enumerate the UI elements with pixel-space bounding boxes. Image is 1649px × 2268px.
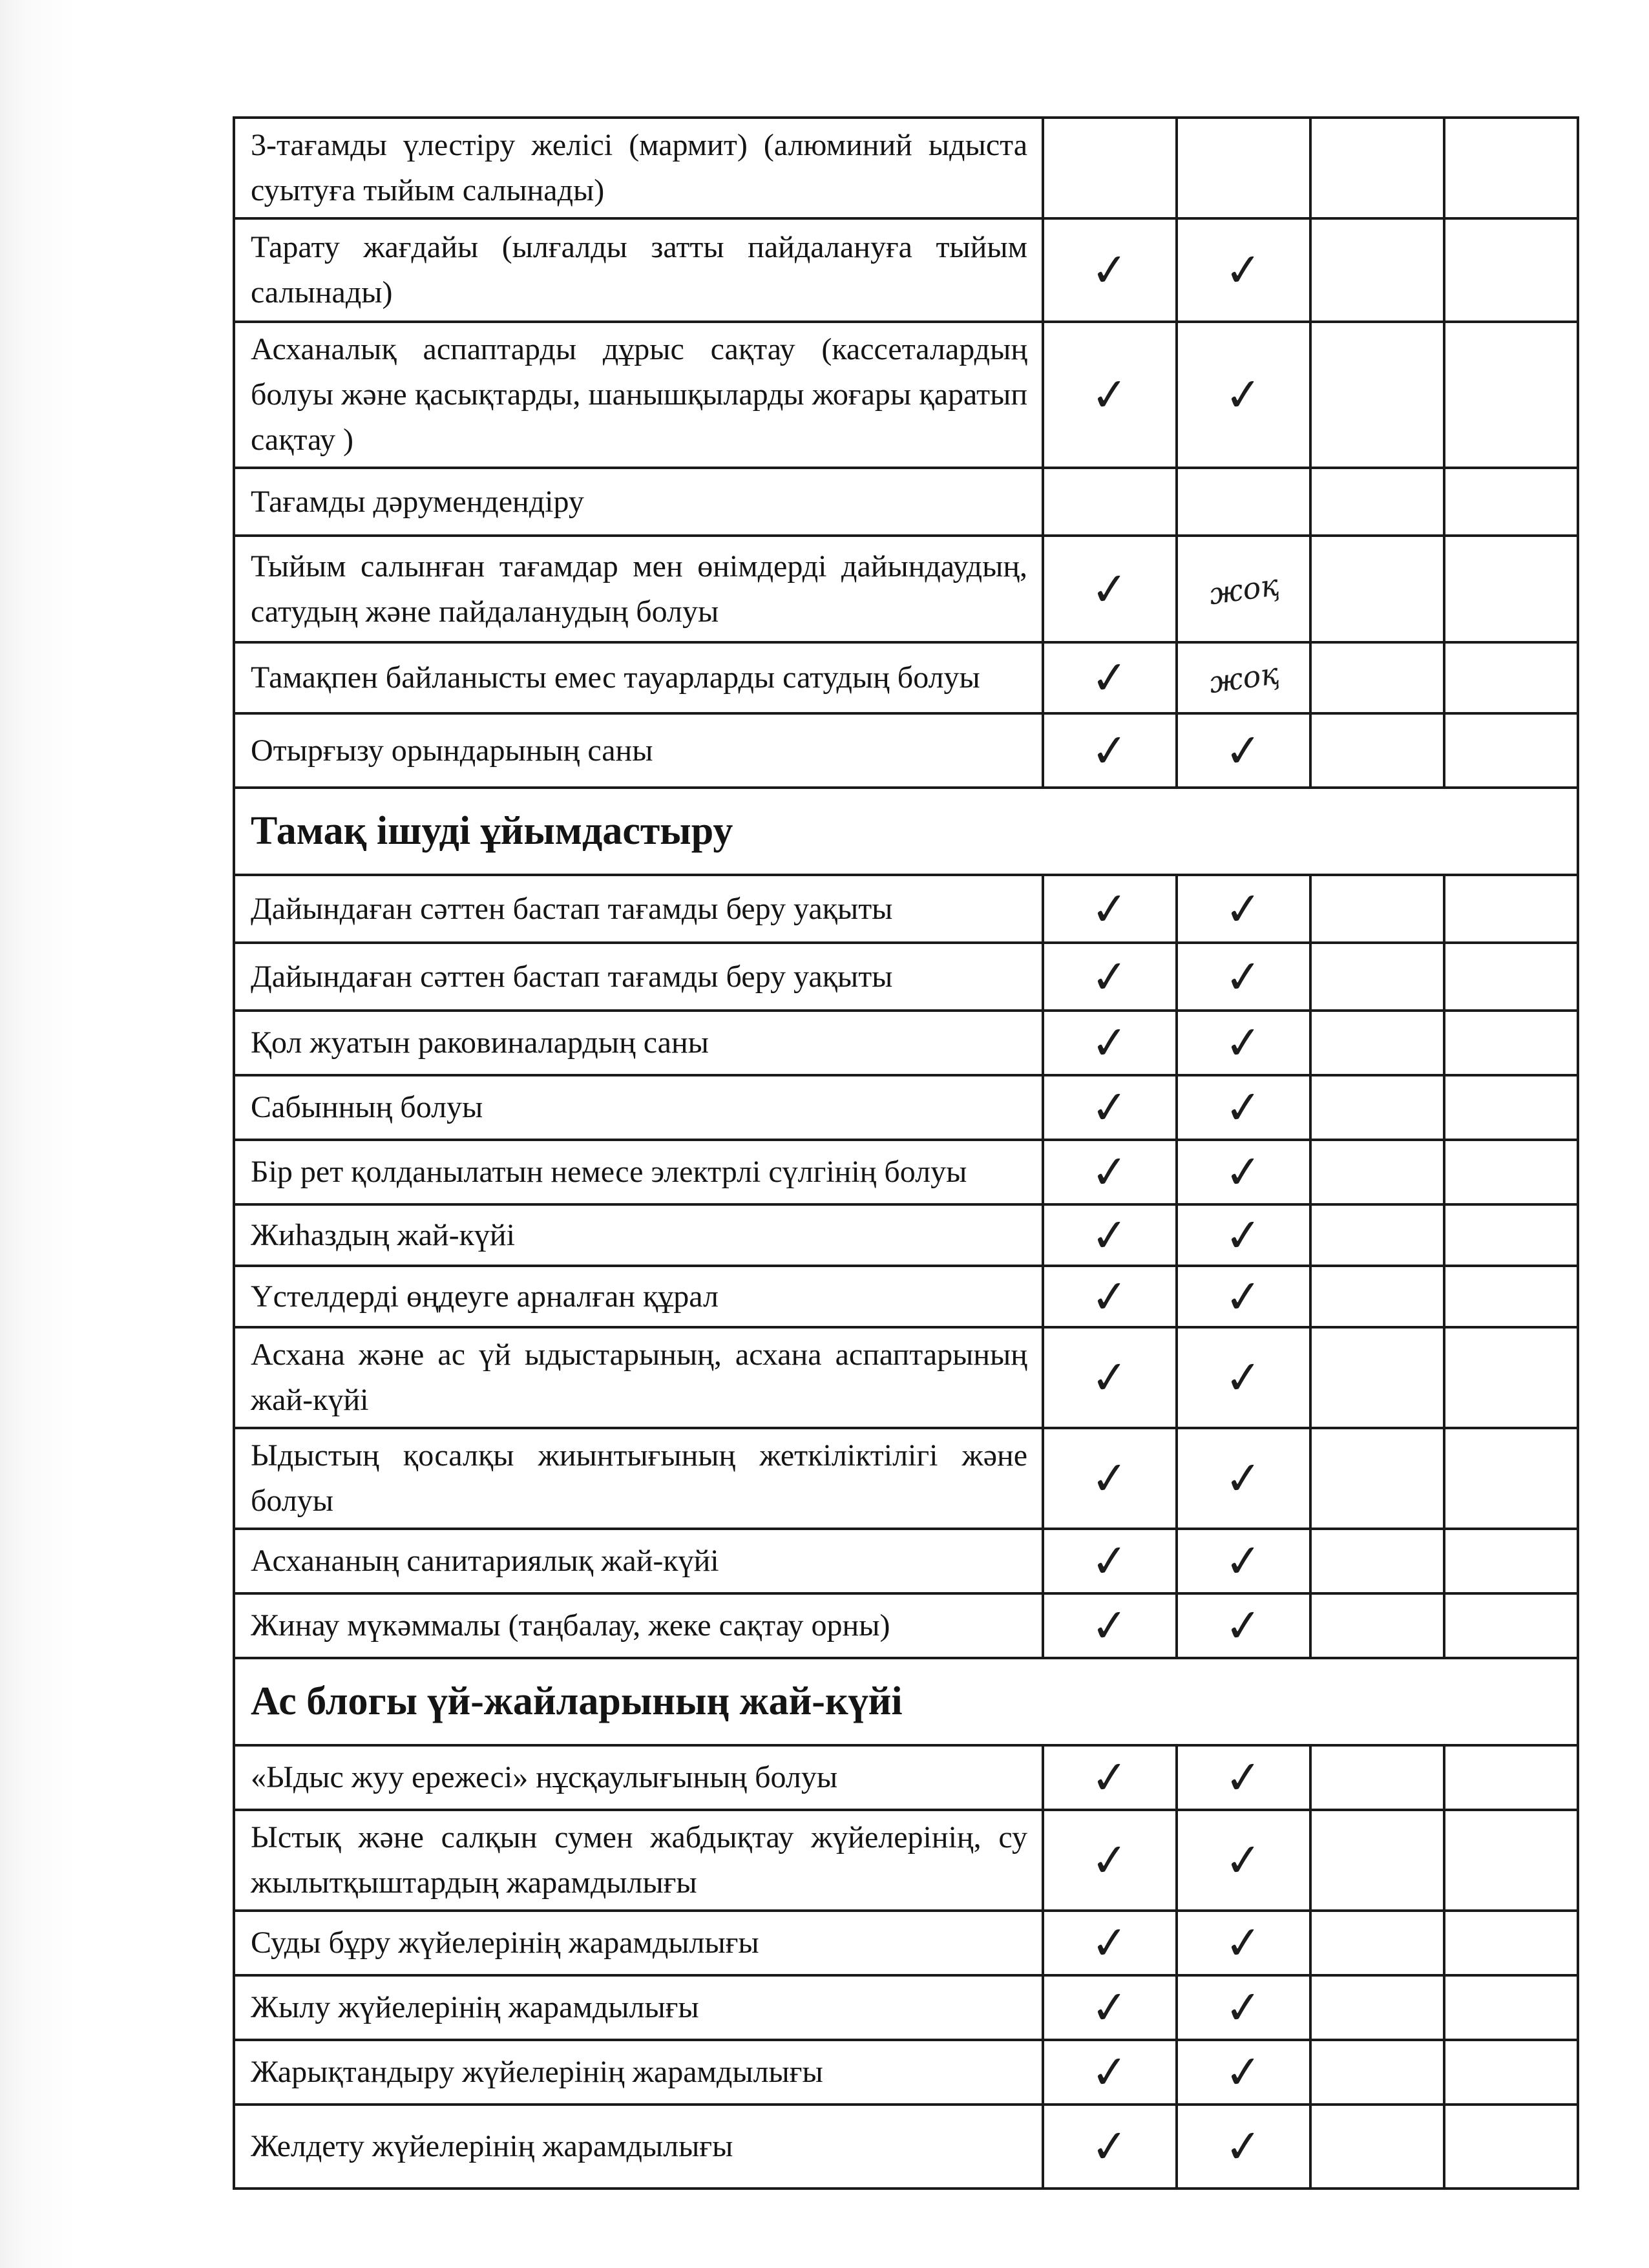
mark-cell-4 [1444, 118, 1578, 218]
mark-cell-4 [1444, 1428, 1578, 1529]
criterion-text: Тағамды дәрумендендіру [234, 468, 1043, 536]
handwritten-check-icon: ✓ [1089, 722, 1131, 779]
checklist-row [234, 1011, 1578, 1075]
checklist-row [234, 1593, 1578, 1658]
mark-cell-3 [1310, 1266, 1444, 1327]
handwritten-check-icon: ✓ [1089, 1207, 1131, 1263]
mark-cell-2 [1177, 943, 1310, 1011]
criterion-text: Дайындаған сәттен бастап тағамды беру уақыты [234, 875, 1043, 943]
mark-cell-1 [1043, 218, 1177, 322]
handwritten-check-icon: ✓ [1223, 242, 1265, 298]
criterion-text: Суды бұру жүйелерінің жарамдылығы [234, 1911, 1043, 1975]
mark-cell-3 [1310, 468, 1444, 536]
mark-cell-2 [1177, 1204, 1310, 1266]
handwritten-check-icon: ✓ [1223, 949, 1265, 1005]
handwritten-check-icon: ✓ [1089, 1750, 1131, 1805]
handwritten-check-icon: ✓ [1089, 1533, 1131, 1589]
mark-cell-4 [1444, 2040, 1578, 2105]
mark-cell-2 [1177, 218, 1310, 322]
mark-cell-3 [1310, 536, 1444, 642]
mark-cell-4 [1444, 1140, 1578, 1204]
mark-cell-3 [1310, 875, 1444, 943]
checklist-row [234, 322, 1578, 468]
criterion-text: Жинау мүкәммалы (таңбалау, жеке сақтау орны) [234, 1593, 1043, 1658]
mark-cell-2 [1177, 1810, 1310, 1911]
mark-cell-2 [1177, 1327, 1310, 1428]
mark-cell-3 [1310, 1911, 1444, 1975]
handwritten-check-icon: ✓ [1089, 2044, 1131, 2100]
checklist-row [234, 713, 1578, 788]
mark-cell-1 [1043, 1428, 1177, 1529]
mark-cell-4 [1444, 875, 1578, 943]
mark-cell-1 [1043, 1810, 1177, 1911]
checklist-row [234, 875, 1578, 943]
handwritten-check-icon: ✓ [1089, 2119, 1131, 2174]
checklist-row [234, 468, 1578, 536]
mark-cell-2 [1177, 1428, 1310, 1529]
checklist-body [234, 118, 1578, 2189]
handwritten-check-icon: ✓ [1223, 1080, 1265, 1135]
mark-cell-1 [1043, 118, 1177, 218]
mark-cell-4 [1444, 1593, 1578, 1658]
handwritten-check-icon: ✓ [1223, 1015, 1265, 1071]
checklist-row [234, 1428, 1578, 1529]
criterion-text: 3-тағамды үлестіру желісі (мармит) (алюминий ыдыста суытуға тыйым салынады) [234, 118, 1043, 218]
criterion-text: Асханалық аспаптарды дұрыс сақтау (кассеталардың болуы және қасықтарды, шанышқыларды жоғары қаратып сақтау ) [234, 322, 1043, 468]
checklist-row [234, 642, 1578, 713]
checklist-row [234, 218, 1578, 322]
section-header-row [234, 1658, 1578, 1745]
mark-cell-1 [1043, 1204, 1177, 1266]
handwritten-check-icon: ✓ [1089, 1268, 1131, 1325]
mark-cell-4 [1444, 1911, 1578, 1975]
mark-cell-4 [1444, 322, 1578, 468]
mark-cell-3 [1310, 1011, 1444, 1075]
mark-cell-2 [1177, 1975, 1310, 2040]
mark-cell-3 [1310, 1975, 1444, 2040]
mark-cell-1 [1043, 2040, 1177, 2105]
handwritten-check-icon: ✓ [1223, 1207, 1265, 1263]
handwritten-check-icon: ✓ [1089, 1144, 1131, 1200]
mark-cell-4 [1444, 1327, 1578, 1428]
mark-cell-3 [1310, 1745, 1444, 1810]
mark-cell-2 [1177, 1593, 1310, 1658]
criterion-text: Бір рет қолданылатын немесе электрлі сүлгінің болуы [234, 1140, 1043, 1204]
mark-cell-3 [1310, 1428, 1444, 1529]
mark-cell-1 [1043, 322, 1177, 468]
mark-cell-3 [1310, 2105, 1444, 2189]
inspection-checklist-table [233, 116, 1579, 2190]
checklist-row [234, 118, 1578, 218]
section-title: Тамақ ішуді ұйымдастыру [234, 788, 1578, 875]
checklist-row [234, 943, 1578, 1011]
criterion-text: Сабынның болуы [234, 1075, 1043, 1140]
handwritten-check-icon: ✓ [1089, 949, 1131, 1005]
mark-cell-1 [1043, 1529, 1177, 1593]
handwritten-check-icon: ✓ [1089, 1451, 1131, 1506]
criterion-text: Тамақпен байланысты емес тауарларды сатудың болуы [234, 642, 1043, 713]
mark-cell-2 [1177, 713, 1310, 788]
section-title: Ас блогы үй-жайларының жай-күйі [234, 1658, 1578, 1745]
mark-cell-1 [1043, 1011, 1177, 1075]
criterion-text: Асхананың санитариялық жай-күйі [234, 1529, 1043, 1593]
handwritten-note: жоқ [1206, 655, 1281, 700]
mark-cell-4 [1444, 1075, 1578, 1140]
mark-cell-1 [1043, 468, 1177, 536]
handwritten-check-icon: ✓ [1223, 1750, 1265, 1805]
page-edge-shadow [0, 0, 103, 2268]
mark-cell-4 [1444, 1975, 1578, 2040]
handwritten-check-icon: ✓ [1089, 1015, 1131, 1071]
mark-cell-3 [1310, 943, 1444, 1011]
mark-cell-4 [1444, 218, 1578, 322]
mark-cell-2 [1177, 2105, 1310, 2189]
checklist-row [234, 2105, 1578, 2189]
checklist-row [234, 1810, 1578, 1911]
mark-cell-4 [1444, 536, 1578, 642]
handwritten-note: жоқ [1206, 567, 1281, 611]
criterion-text: Ыдыстың қосалқы жиынтығының жеткіліктілігі және болуы [234, 1428, 1043, 1529]
mark-cell-1 [1043, 1593, 1177, 1658]
mark-cell-2 [1177, 1911, 1310, 1975]
handwritten-check-icon: ✓ [1089, 1915, 1131, 1971]
handwritten-check-icon: ✓ [1223, 1598, 1265, 1654]
mark-cell-3 [1310, 2040, 1444, 2105]
mark-cell-3 [1310, 642, 1444, 713]
handwritten-check-icon: ✓ [1223, 367, 1265, 423]
mark-cell-3 [1310, 1075, 1444, 1140]
mark-cell-2 [1177, 875, 1310, 943]
criterion-text: Ыстық және салқын сумен жабдықтау жүйелерінің, су жылытқыштардың жарамдылығы [234, 1810, 1043, 1911]
mark-cell-4 [1444, 1204, 1578, 1266]
mark-cell-2 [1177, 118, 1310, 218]
mark-cell-3 [1310, 1140, 1444, 1204]
handwritten-check-icon: ✓ [1089, 1080, 1131, 1135]
checklist-row [234, 1266, 1578, 1327]
criterion-text: Дайындаған сәттен бастап тағамды беру уақыты [234, 943, 1043, 1011]
criterion-text: Жиһаздың жай-күйі [234, 1204, 1043, 1266]
mark-cell-4 [1444, 1810, 1578, 1911]
mark-cell-1 [1043, 1075, 1177, 1140]
mark-cell-4 [1444, 713, 1578, 788]
handwritten-check-icon: ✓ [1223, 1350, 1265, 1405]
handwritten-check-icon: ✓ [1223, 2119, 1265, 2174]
checklist-row [234, 1529, 1578, 1593]
mark-cell-1 [1043, 2105, 1177, 2189]
criterion-text: Тыйым салынған тағамдар мен өнімдерді дайындаудың, сатудың және пайдаланудың болуы [234, 536, 1043, 642]
handwritten-check-icon: ✓ [1089, 242, 1131, 298]
mark-cell-4 [1444, 468, 1578, 536]
handwritten-check-icon: ✓ [1223, 1144, 1265, 1200]
mark-cell-2 [1177, 322, 1310, 468]
mark-cell-3 [1310, 1810, 1444, 1911]
criterion-text: Қол жуатын раковиналардың саны [234, 1011, 1043, 1075]
handwritten-check-icon: ✓ [1223, 1832, 1265, 1888]
criterion-text: Үстелдерді өңдеуге арналған құрал [234, 1266, 1043, 1327]
criterion-text: Жылу жүйелерінің жарамдылығы [234, 1975, 1043, 2040]
handwritten-check-icon: ✓ [1089, 1598, 1131, 1654]
handwritten-check-icon: ✓ [1223, 2044, 1265, 2100]
checklist-row [234, 536, 1578, 642]
handwritten-check-icon: ✓ [1089, 650, 1131, 706]
mark-cell-2 [1177, 1529, 1310, 1593]
checklist-row [234, 1745, 1578, 1810]
mark-cell-2 [1177, 536, 1310, 642]
checklist-row [234, 1327, 1578, 1428]
mark-cell-4 [1444, 2105, 1578, 2189]
mark-cell-1 [1043, 1975, 1177, 2040]
mark-cell-2 [1177, 1011, 1310, 1075]
mark-cell-1 [1043, 713, 1177, 788]
mark-cell-2 [1177, 1075, 1310, 1140]
mark-cell-3 [1310, 218, 1444, 322]
mark-cell-1 [1043, 1911, 1177, 1975]
mark-cell-2 [1177, 2040, 1310, 2105]
criterion-text: Желдету жүйелерінің жарамдылығы [234, 2105, 1043, 2189]
handwritten-check-icon: ✓ [1089, 367, 1131, 423]
mark-cell-2 [1177, 1140, 1310, 1204]
mark-cell-1 [1043, 1327, 1177, 1428]
handwritten-check-icon: ✓ [1223, 1268, 1265, 1325]
mark-cell-3 [1310, 1529, 1444, 1593]
handwritten-check-icon: ✓ [1089, 1980, 1131, 2035]
mark-cell-3 [1310, 322, 1444, 468]
criterion-text: Асхана және ас үй ыдыстарының, асхана аспаптарының жай-күйі [234, 1327, 1043, 1428]
mark-cell-2 [1177, 642, 1310, 713]
mark-cell-3 [1310, 118, 1444, 218]
handwritten-check-icon: ✓ [1223, 1915, 1265, 1971]
mark-cell-1 [1043, 943, 1177, 1011]
mark-cell-4 [1444, 943, 1578, 1011]
mark-cell-3 [1310, 1593, 1444, 1658]
mark-cell-4 [1444, 1529, 1578, 1593]
checklist-row [234, 1140, 1578, 1204]
criterion-text: Тарату жағдайы (ылғалды затты пайдалануға тыйым салынады) [234, 218, 1043, 322]
mark-cell-3 [1310, 713, 1444, 788]
mark-cell-4 [1444, 642, 1578, 713]
handwritten-check-icon: ✓ [1089, 1350, 1131, 1405]
handwritten-check-icon: ✓ [1223, 722, 1265, 779]
checklist-row [234, 2040, 1578, 2105]
handwritten-check-icon: ✓ [1223, 881, 1265, 937]
mark-cell-1 [1043, 536, 1177, 642]
mark-cell-3 [1310, 1204, 1444, 1266]
handwritten-check-icon: ✓ [1223, 1533, 1265, 1589]
mark-cell-1 [1043, 1266, 1177, 1327]
checklist-row [234, 1975, 1578, 2040]
handwritten-check-icon: ✓ [1223, 1451, 1265, 1506]
checklist-row [234, 1075, 1578, 1140]
criterion-text: Жарықтандыру жүйелерінің жарамдылығы [234, 2040, 1043, 2105]
handwritten-check-icon: ✓ [1089, 881, 1131, 937]
checklist-row [234, 1204, 1578, 1266]
checklist-row [234, 1911, 1578, 1975]
handwritten-check-icon: ✓ [1089, 561, 1131, 617]
criterion-text: «Ыдыс жуу ережесі» нұсқаулығының болуы [234, 1745, 1043, 1810]
mark-cell-1 [1043, 875, 1177, 943]
mark-cell-1 [1043, 1140, 1177, 1204]
mark-cell-3 [1310, 1327, 1444, 1428]
mark-cell-1 [1043, 642, 1177, 713]
mark-cell-1 [1043, 1745, 1177, 1810]
mark-cell-2 [1177, 1266, 1310, 1327]
handwritten-check-icon: ✓ [1223, 1980, 1265, 2035]
mark-cell-4 [1444, 1266, 1578, 1327]
mark-cell-2 [1177, 1745, 1310, 1810]
section-header-row [234, 788, 1578, 875]
criterion-text: Отырғызу орындарының саны [234, 713, 1043, 788]
mark-cell-4 [1444, 1011, 1578, 1075]
handwritten-check-icon: ✓ [1089, 1832, 1131, 1888]
mark-cell-2 [1177, 468, 1310, 536]
mark-cell-4 [1444, 1745, 1578, 1810]
